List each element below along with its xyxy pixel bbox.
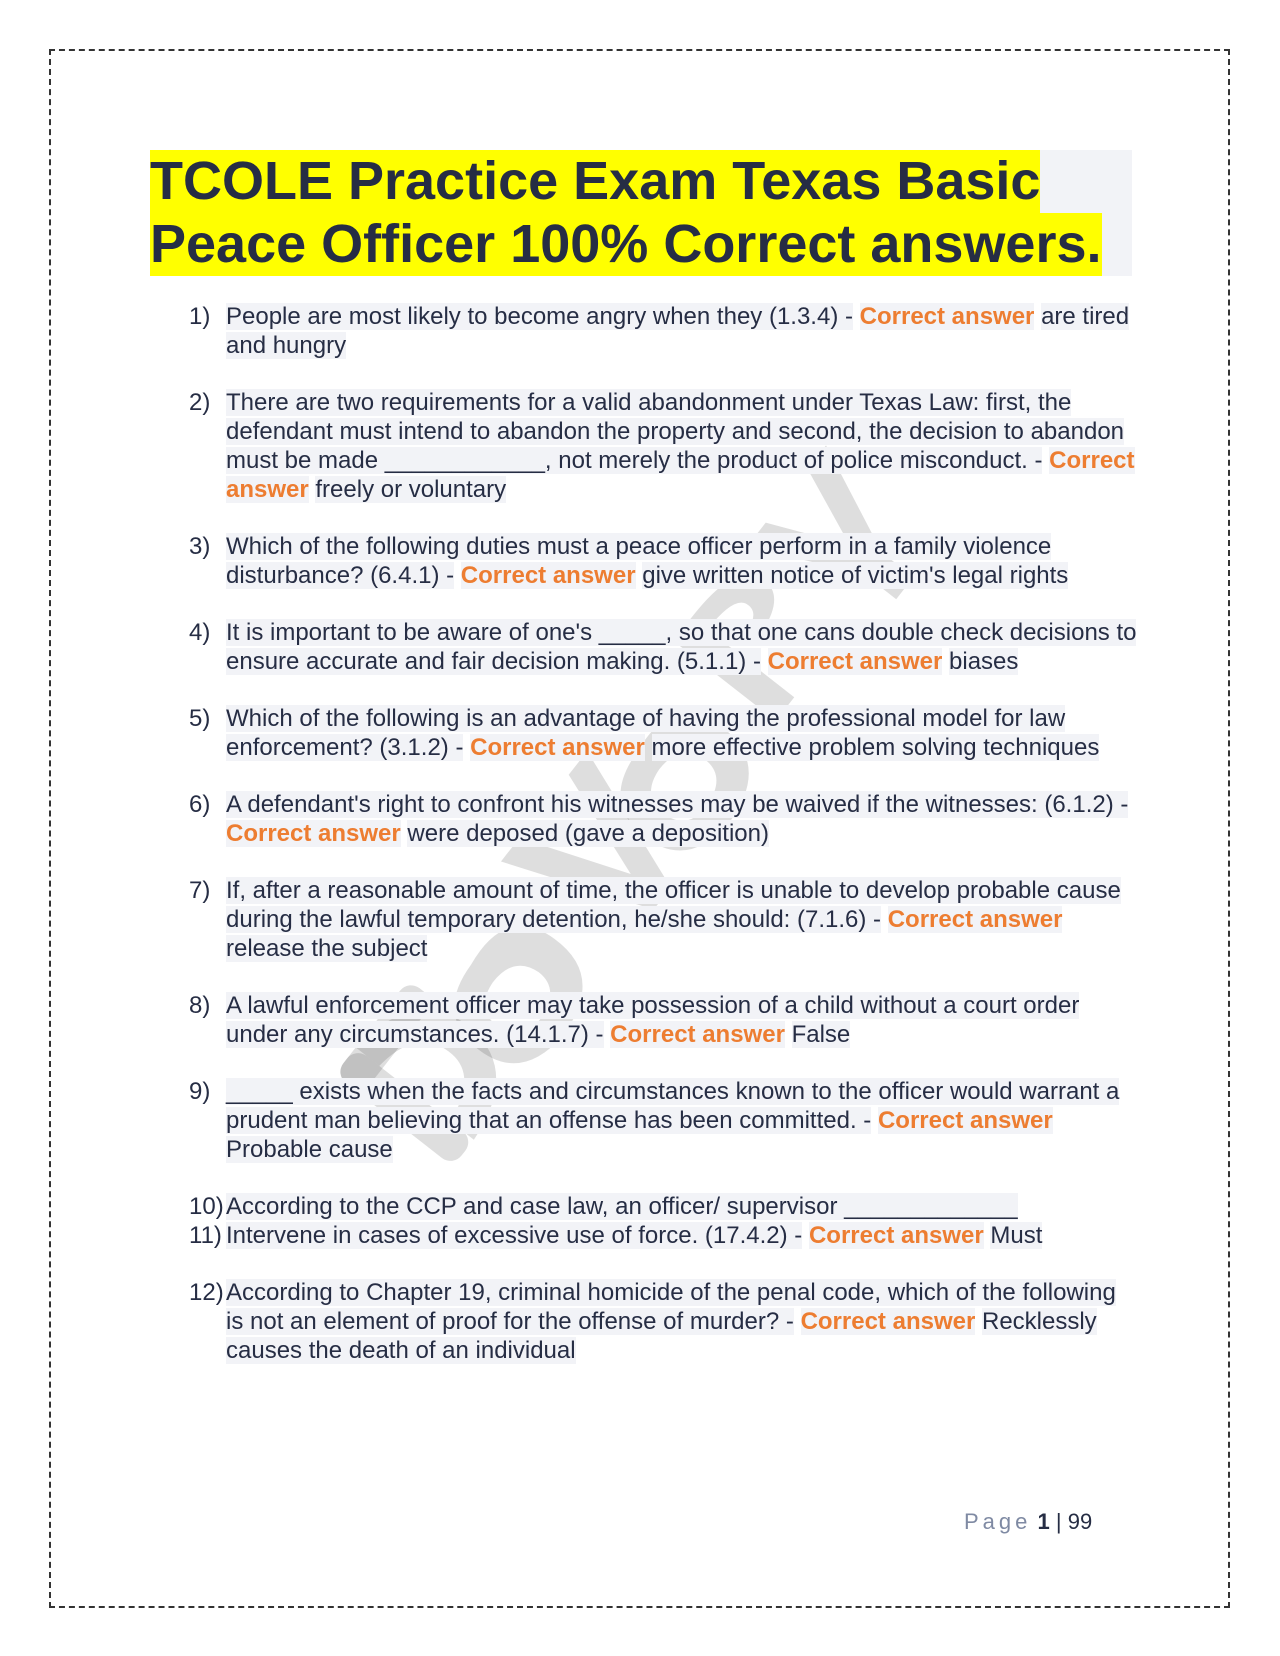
question-number: 12) [189, 1279, 224, 1306]
question-body [226, 1077, 1139, 1164]
answer-text: are tired and hungry [226, 303, 1130, 359]
correct-answer-label: Correct answer [767, 648, 943, 675]
correct-answer-label: Correct answer [800, 1308, 976, 1335]
question-body [226, 991, 1139, 1049]
question-body [226, 618, 1139, 676]
question-item [189, 1077, 1139, 1164]
question-text: A defendant's right to confront his witnesses may be waived if the witnesses: (6.1.2) - [226, 791, 1129, 818]
question-number: 5) [189, 705, 211, 732]
question-body [226, 704, 1139, 762]
question-item [189, 618, 1139, 676]
question-number: 7) [189, 877, 211, 904]
question-item [189, 1192, 1139, 1221]
question-text: According to the CCP and case law, an officer/ supervisor _____________ [226, 1193, 1018, 1220]
answer-text: False [791, 1021, 851, 1048]
question-item [189, 1278, 1139, 1365]
question-number: 3) [189, 533, 211, 560]
question-body [226, 1278, 1139, 1365]
question-body [226, 532, 1139, 590]
question-body [226, 1192, 1139, 1221]
question-item [189, 790, 1139, 848]
answer-text: give written notice of victim's legal rights [642, 562, 1069, 589]
question-text: People are most likely to become angry when they (1.3.4) - [226, 303, 853, 330]
question-number: 10) [189, 1193, 224, 1220]
title-line-1: TCOLE Practice Exam Texas Basic [150, 151, 1041, 211]
correct-answer-label: Correct answer [610, 1021, 785, 1048]
question-text: _____ exists when the facts and circumstances known to the officer would warrant a prudent man believing that an offense has been committed. - [226, 1078, 1120, 1134]
question-text: If, after a reasonable amount of time, the officer is unable to develop probable cause during the lawful temporary detention, he/she should: (7.1.6) - [226, 877, 1121, 933]
answer-text: release the subject [226, 935, 428, 962]
page-footer [964, 1509, 1092, 1535]
question-item [189, 704, 1139, 762]
question-item [189, 1221, 1139, 1250]
question-item [189, 876, 1139, 963]
answer-text: biases [949, 648, 1019, 675]
question-text: It is important to be aware of one's _____, so that one cans double check decisions to ensure accurate and fair decision making. (5.1.1) - [226, 619, 1137, 675]
document-title [150, 150, 1132, 276]
question-number: 8) [189, 992, 211, 1019]
question-text: A lawful enforcement officer may take possession of a child without a court order under any circumstances. (14.1.7) - [226, 992, 1080, 1048]
correct-answer-label: Correct answer [859, 303, 1035, 330]
question-item [189, 532, 1139, 590]
question-body [226, 388, 1139, 504]
question-number: 9) [189, 1078, 211, 1105]
total-pages: 99 [1067, 1509, 1093, 1534]
question-text: Intervene in cases of excessive use of force. (17.4.2) - [226, 1222, 803, 1249]
page-number: 1 [1037, 1509, 1050, 1534]
question-body [226, 1221, 1139, 1250]
question-item [189, 388, 1139, 504]
correct-answer-label: Correct answer [460, 562, 636, 589]
correct-answer-label: Correct answer [877, 1107, 1053, 1134]
correct-answer-label: Correct answer [887, 906, 1063, 933]
title-line-2: Peace Officer 100% Correct answers. [150, 214, 1102, 274]
answer-text: Probable cause [226, 1136, 393, 1163]
answer-text: were deposed (gave a deposition) [407, 820, 769, 847]
question-text: Which of the following duties must a peace officer perform in a family violence disturbance? (6.4.1) - [226, 533, 1052, 589]
question-body [226, 790, 1139, 848]
page-separator: | [1055, 1509, 1062, 1534]
page-label: Page [964, 1509, 1032, 1534]
question-text: According to Chapter 19, criminal homicide of the penal code, which of the following is not an element of proof for the offense of murder? - [226, 1279, 1116, 1335]
question-text: Which of the following is an advantage of having the professional model for law enforcement? (3.1.2) - [226, 705, 1066, 761]
question-body [226, 302, 1139, 360]
question-body [226, 876, 1139, 963]
correct-answer-label: Correct answer [226, 447, 1135, 503]
answer-text: Recklessly causes the death of an individual [226, 1308, 1097, 1364]
correct-answer-label: Correct answer [470, 734, 645, 761]
answer-text: Must [990, 1222, 1043, 1249]
question-number: 11) [189, 1222, 222, 1249]
question-item [189, 991, 1139, 1049]
question-number: 6) [189, 791, 211, 818]
question-item [189, 302, 1139, 360]
question-number: 4) [189, 619, 211, 646]
correct-answer-label: Correct answer [226, 820, 401, 847]
answer-text: more effective problem solving techniques [651, 734, 1100, 761]
question-number: 2) [189, 389, 211, 416]
question-text: There are two requirements for a valid abandonment under Texas Law: first, the defendant must intend to abandon the property and second, the decision to abandon must be made ____________, not merely the product of police misconduct. - [226, 389, 1125, 474]
question-list [189, 302, 1139, 1393]
answer-text: freely or voluntary [315, 476, 507, 503]
correct-answer-label: Correct answer [808, 1222, 984, 1249]
question-number: 1) [189, 303, 211, 330]
